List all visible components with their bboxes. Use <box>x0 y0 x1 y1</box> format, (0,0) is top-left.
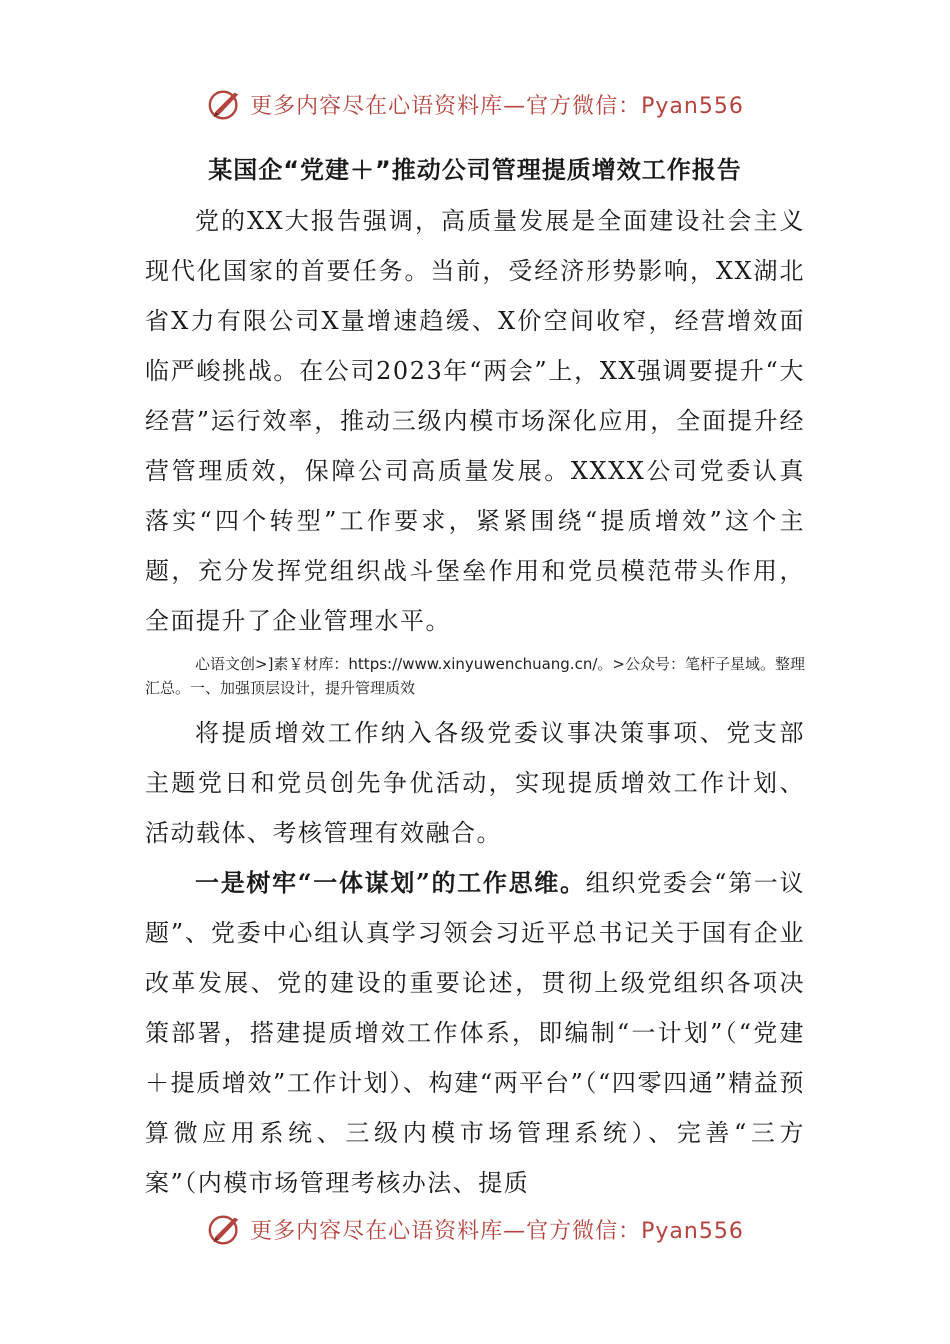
section-body: 组织党委会“第一议题”、党委中心组认真学习领会习近平总书记关于国有企业改革发展、党的建设的重要论述，贯彻上级党组织各项决策部署，搭建提质增效工作体系，即编制“一计划”（“党建＋提质增效”工作计划）、构建“两平台”（“四零四通”精益预算微应用系统、三级内模市场管理系统）、完善“三方案”（内模市场管理考核办法、提质 <box>145 869 805 1197</box>
paragraph-section-one <box>145 858 805 1208</box>
footer-banner <box>0 1207 950 1251</box>
pen-in-circle-logo-icon <box>206 85 244 123</box>
pen-in-circle-logo-icon <box>206 1210 244 1248</box>
source-note: 心语文创>]素￥材库：https://www.xinyuwenchuang.cn/。>公众号：笔杆子星域。整理汇总。一、加强顶层设计，提升管理质效 <box>145 655 805 697</box>
paragraph-intro: 党的XX大报告强调，高质量发展是全面建设社会主义现代化国家的首要任务。当前，受经济形势影响，XX湖北省X力有限公司X量增速趋缓、X价空间收窄，经营增效面临严峻挑战。在公司2023年“两会”上，XX强调要提升“大经营”运行效率，推动三级内模市场深化应用，全面提升经营管理质效，保障公司高质量发展。XXXX公司党委认真落实“四个转型”工作要求，紧紧围绕“提质增效”这个主题，充分发挥党组织战斗堡垒作用和党员模范带头作用，全面提升了企业管理水平。 <box>145 207 805 635</box>
header-banner-text: 更多内容尽在心语资料库—官方微信：Pyan556 <box>250 93 744 119</box>
page-title: 某国企“党建＋”推动公司管理提质增效工作报告 <box>208 156 742 184</box>
document-body <box>145 196 805 1208</box>
section-lead: 一是树牢“一体谋划”的工作思维。 <box>195 868 586 897</box>
footer-banner-text: 更多内容尽在心语资料库—官方微信：Pyan556 <box>250 1218 744 1244</box>
paragraph-integration: 将提质增效工作纳入各级党委议事决策事项、党支部主题党日和党员创先争优活动，实现提质增效工作计划、活动载体、考核管理有效融合。 <box>145 719 805 847</box>
header-banner <box>0 82 950 126</box>
